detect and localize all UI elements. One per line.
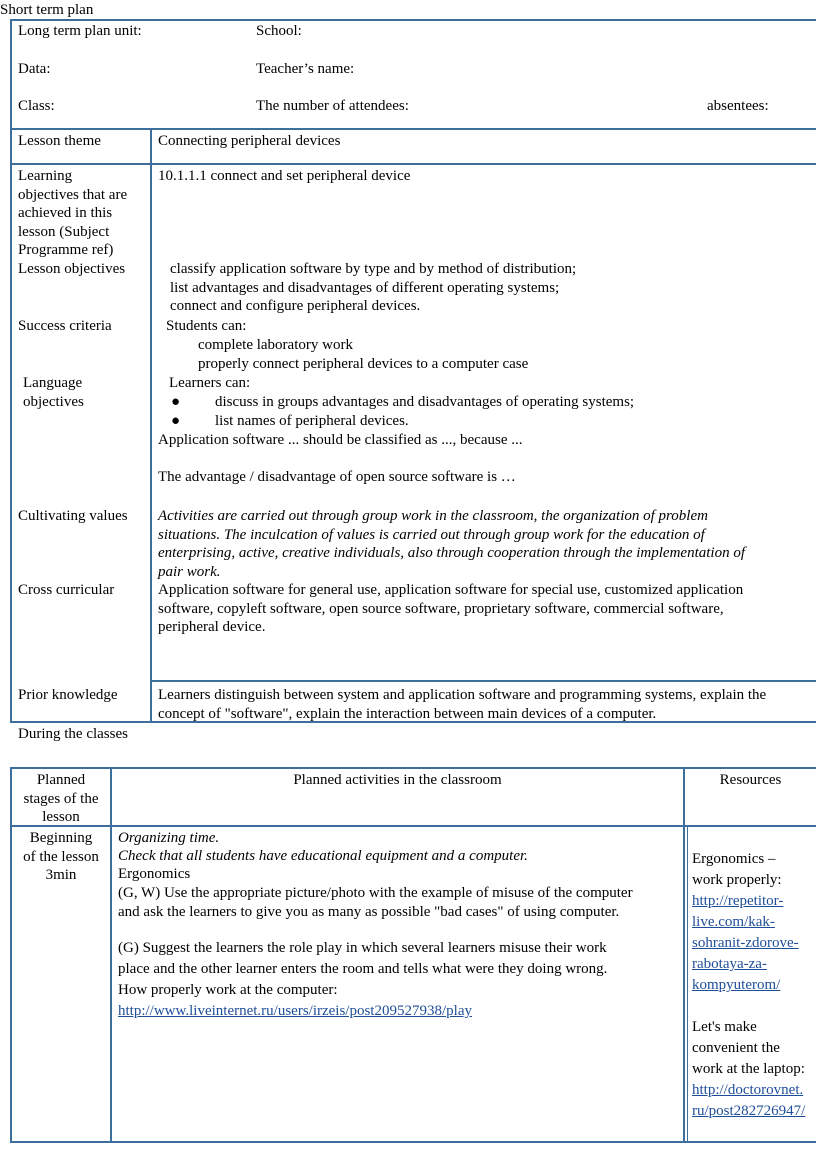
stage-cell: [12, 829, 110, 885]
text-line: place and the other learner enters the room and tells what were they doing wrong.: [118, 961, 608, 977]
cultivating-values-label: Cultivating values: [18, 508, 128, 524]
objective-line: connect and configure peripheral devices.: [170, 298, 421, 314]
language-phrase: The advantage / disadvantage of open source software is …: [158, 469, 516, 485]
row-divider: [150, 680, 816, 682]
resources-cell: [692, 849, 805, 1122]
text-line: How properly work at the computer:: [118, 982, 338, 998]
cross-curricular-text: [158, 581, 743, 637]
table-column-divider: [150, 129, 152, 722]
activities-column-divider-double: [687, 825, 688, 1141]
header-line: lesson: [42, 809, 80, 825]
success-criteria-list: [198, 336, 528, 373]
ergonomics-heading: Ergonomics: [118, 866, 191, 882]
repetitor-link[interactable]: [692, 891, 805, 996]
header-line: stages of the: [23, 790, 99, 807]
link-line[interactable]: sohranit-zdorove-: [692, 935, 799, 951]
link-line[interactable]: http://doctorovnet.: [692, 1082, 804, 1098]
text-line: Application software for general use, application software for special use, customized application: [158, 582, 744, 598]
header-line: Planned: [36, 772, 86, 788]
label-line: Language: [23, 375, 83, 391]
school-label: School:: [256, 23, 302, 39]
prior-knowledge-text: [158, 686, 766, 723]
table-border-left: [10, 19, 12, 722]
row-divider: [10, 128, 816, 130]
text-line: Learners distinguish between system and application software and programming systems, explain the: [158, 687, 767, 703]
text-line: (G, W) Use the appropriate picture/photo with the example of misuse of the computer: [118, 885, 633, 901]
date-label: Data:: [18, 61, 51, 77]
cultivating-values-text: [158, 507, 745, 581]
text-line: work properly:: [692, 872, 782, 888]
label-line: objectives that are: [18, 186, 128, 203]
success-criteria-intro: Students can:: [166, 318, 247, 334]
label-line: Learning: [18, 168, 73, 184]
activities-table-border-bottom: [10, 1141, 816, 1143]
teacher-label: Teacher’s name:: [256, 61, 355, 77]
check-equipment: Check that all students have educational equipment and a computer.: [118, 848, 528, 864]
language-objectives-intro: Learners can:: [169, 375, 251, 391]
text-line: convenient the: [692, 1040, 780, 1056]
label-line: lesson (Subject: [18, 223, 110, 240]
text-line: and ask the learners to give you as many as possible "bad cases" of using computer.: [118, 903, 620, 920]
stage-line: of the lesson: [23, 848, 99, 865]
attendees-label: The number of attendees:: [256, 98, 409, 114]
text-line: Let's make: [692, 1019, 757, 1035]
learning-objectives-label: [18, 167, 127, 260]
language-bullet: list names of peripheral devices.: [215, 413, 409, 429]
objective-line: classify application software by type and by method of distribution;: [170, 261, 577, 277]
criterion-line: properly connect peripheral devices to a computer case: [198, 355, 529, 372]
link-line[interactable]: kompyuterom/: [692, 977, 781, 993]
text-line: pair work.: [158, 563, 221, 580]
resources-header: Resources: [719, 772, 782, 788]
bullet-icon: ●: [171, 413, 181, 429]
table-border-top: [10, 19, 816, 21]
criterion-line: complete laboratory work: [198, 337, 353, 353]
activities-header: Planned activities in the classroom: [293, 772, 502, 788]
text-line: work at the laptop:: [692, 1061, 805, 1077]
language-objectives-label: [23, 374, 84, 411]
doctorovnet-link[interactable]: [692, 1080, 805, 1122]
lesson-theme-label: Lesson theme: [18, 133, 101, 149]
lesson-theme-value: Connecting peripheral devices: [158, 133, 341, 149]
label-line: Programme ref): [18, 242, 114, 258]
label-line: objectives: [23, 393, 84, 410]
class-label: Class:: [18, 98, 55, 114]
stages-header: [12, 771, 110, 827]
success-criteria-label: Success criteria: [18, 318, 112, 334]
bullet-icon: ●: [171, 394, 181, 410]
activities-column-divider: [110, 767, 112, 1143]
liveinternet-link[interactable]: http://www.liveinternet.ru/users/irzeis/post209527938/play: [118, 1003, 472, 1019]
during-classes-heading: During the classes: [18, 726, 128, 742]
cross-curricular-label: Cross curricular: [18, 582, 115, 598]
stage-line: Beginning: [29, 830, 93, 846]
g-activity: [118, 938, 607, 1001]
link-line[interactable]: rabotaya-za-: [692, 956, 767, 972]
text-line: peripheral device.: [158, 619, 266, 635]
link-line[interactable]: ru/post282726947/: [692, 1103, 806, 1119]
activities-header-divider: [10, 825, 816, 827]
unit-label: Long term plan unit:: [18, 23, 142, 39]
link-line[interactable]: live.com/kak-: [692, 914, 775, 930]
prior-knowledge-label: Prior knowledge: [18, 687, 118, 703]
language-bullet: discuss in groups advantages and disadvantages of operating systems;: [215, 394, 635, 410]
link-line[interactable]: http://repetitor-: [692, 893, 784, 909]
activities-column-divider: [683, 767, 685, 1143]
text-line: Ergonomics –: [692, 851, 776, 867]
text-line: concept of "software", explain the interaction between main devices of a computer.: [158, 705, 657, 722]
page-title: Short term plan: [0, 2, 94, 18]
text-line: (G) Suggest the learners the role play in which several learners misuse their work: [118, 940, 607, 956]
lesson-objectives-label: Lesson objectives: [18, 261, 126, 277]
text-line: software, copyleft software, open source software, proprietary software, commercial software,: [158, 600, 724, 617]
lesson-objectives-list: [170, 260, 576, 316]
learning-objectives-value: 10.1.1.1 connect and set peripheral device: [158, 168, 411, 184]
stage-line: 3min: [45, 867, 77, 883]
text-line: situations. The inculcation of values is carried out through group work for the education of: [158, 526, 705, 543]
text-line: enterprising, active, creative individuals, also through cooperation through the implementation of: [158, 545, 745, 561]
objective-line: list advantages and disadvantages of different operating systems;: [170, 279, 560, 296]
gw-activity: [118, 884, 633, 921]
absentees-label: absentees:: [707, 98, 769, 114]
label-line: achieved in this: [18, 205, 113, 221]
organizing-time: Organizing time.: [118, 830, 220, 846]
activities-table-border-top: [10, 767, 816, 769]
row-divider: [10, 163, 816, 165]
text-line: Activities are carried out through group work in the classroom, the organization of problem: [158, 508, 708, 524]
language-phrase: Application software ... should be classified as ..., because ...: [158, 432, 523, 448]
